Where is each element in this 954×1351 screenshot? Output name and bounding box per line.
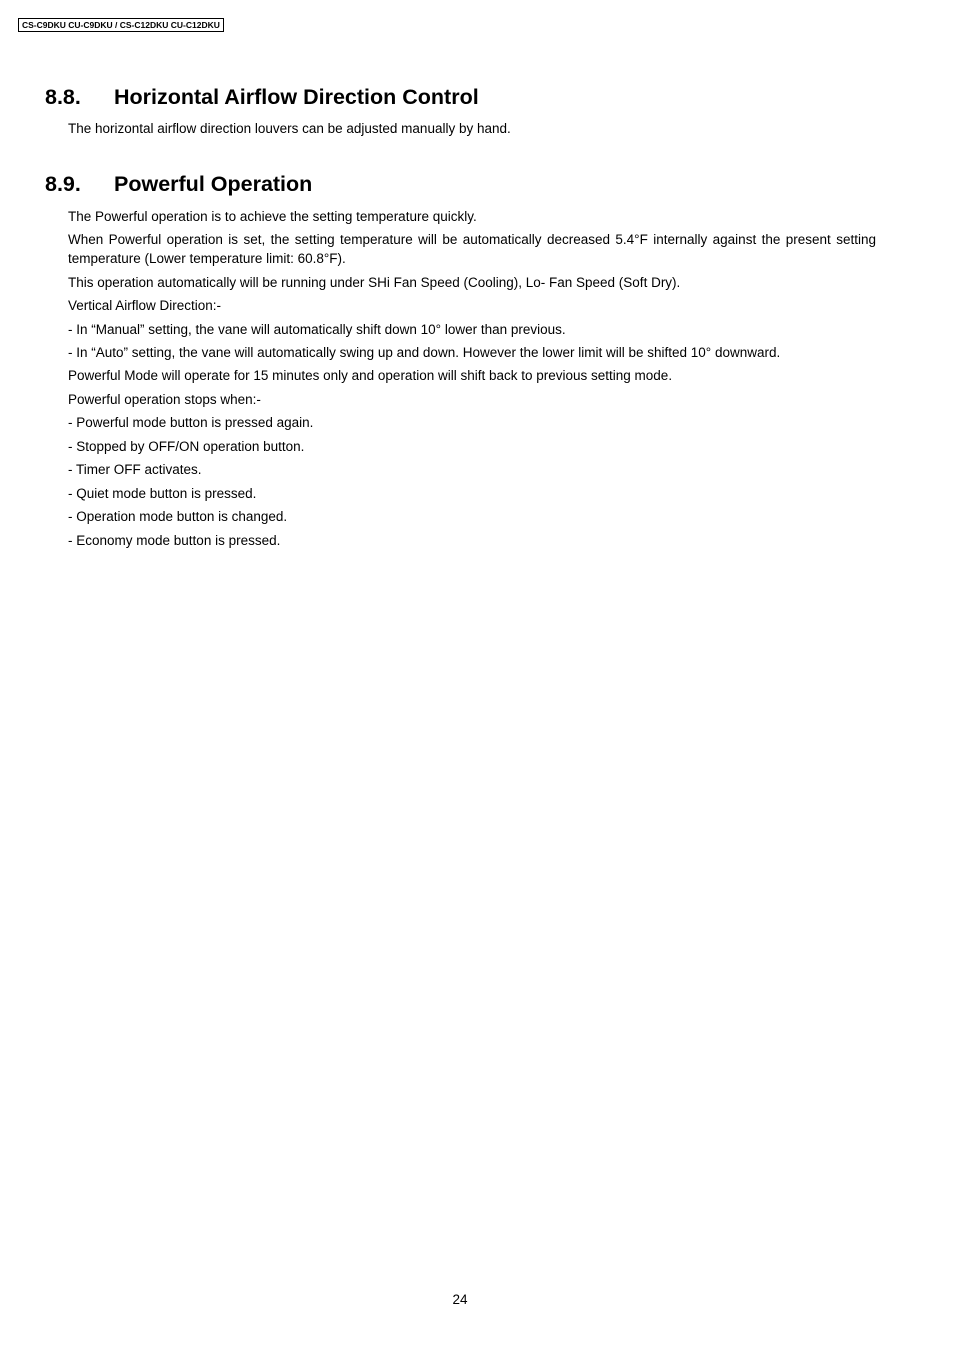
list-item: - Stopped by OFF/ON operation button. xyxy=(68,439,305,454)
page-number: 24 xyxy=(452,1292,468,1307)
paragraph: Vertical Airflow Direction:- xyxy=(68,298,222,313)
list-item: - In “Auto” setting, the vane will automatically swing up and down. However the lower limit will be shifted 10° downward. xyxy=(68,345,781,360)
section-title: Horizontal Airflow Direction Control xyxy=(114,85,479,109)
list-item: - Economy mode button is pressed. xyxy=(68,533,281,548)
paragraph: The Powerful operation is to achieve the setting temperature quickly. xyxy=(68,209,477,224)
section-number: 8.8. xyxy=(45,85,81,109)
list-item: - Timer OFF activates. xyxy=(68,462,202,477)
section-8-8-text: The horizontal airflow direction louvers can be adjusted manually by hand. xyxy=(68,121,511,136)
paragraph: Powerful Mode will operate for 15 minutes only and operation will shift back to previous setting mode. xyxy=(68,368,673,383)
list-item: - Quiet mode button is pressed. xyxy=(68,486,257,501)
paragraph: When Powerful operation is set, the setting temperature will be automatically decreased 5.4°F internally against the present setting temperature (Lower temperature limit: 60.8°F). xyxy=(68,232,876,266)
paragraph: Powerful operation stops when:- xyxy=(68,392,261,407)
section-heading-8-8 xyxy=(45,84,479,110)
paragraph: This operation automatically will be running under SHi Fan Speed (Cooling), Lo- Fan Speed (Soft Dry). xyxy=(68,275,681,290)
section-heading-8-9 xyxy=(45,171,312,197)
list-item: - Powerful mode button is pressed again. xyxy=(68,415,314,430)
list-item: - Operation mode button is changed. xyxy=(68,509,288,524)
section-number: 8.9. xyxy=(45,172,81,196)
model-header-label: CS-C9DKU CU-C9DKU / CS-C12DKU CU-C12DKU xyxy=(18,18,224,32)
section-title: Powerful Operation xyxy=(114,172,313,196)
list-item: - In “Manual” setting, the vane will automatically shift down 10° lower than previous. xyxy=(68,322,566,337)
